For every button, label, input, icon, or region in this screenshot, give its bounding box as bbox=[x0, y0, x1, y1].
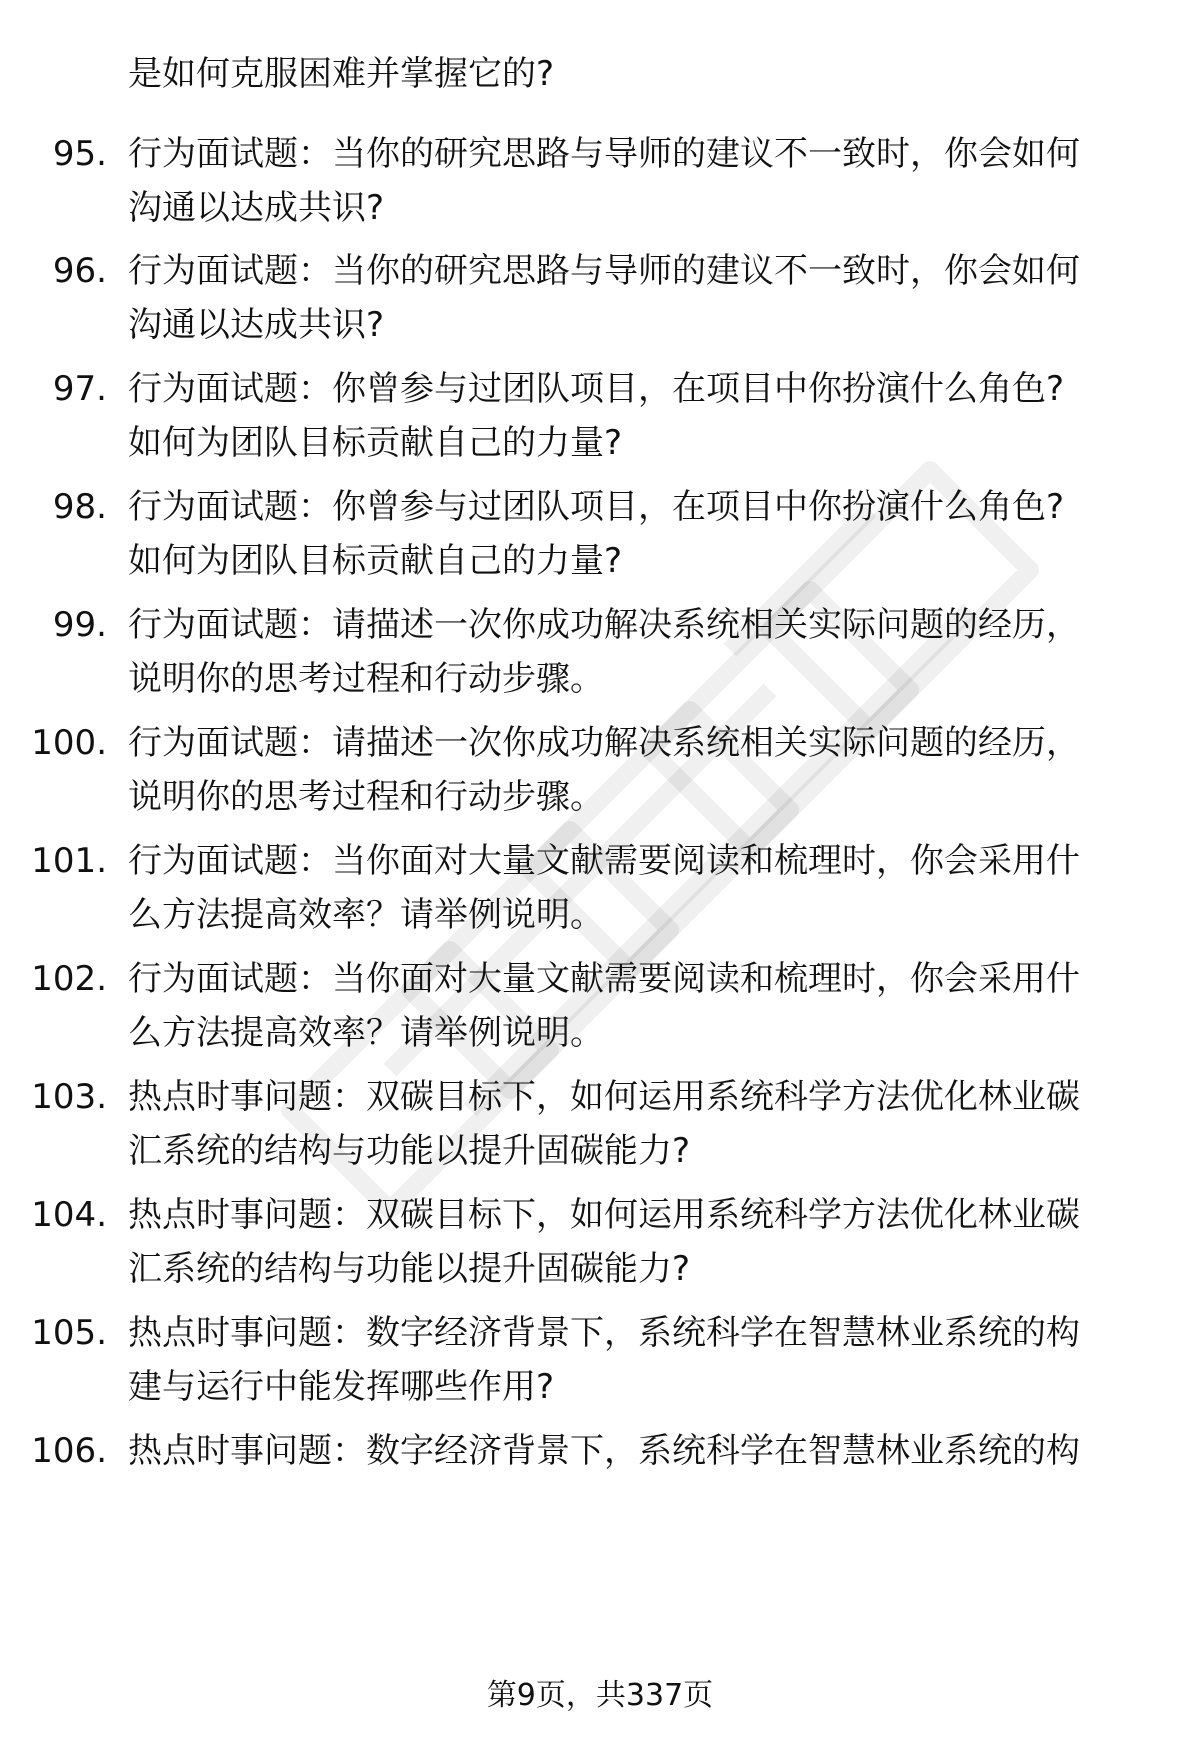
question-number: 101. bbox=[31, 841, 107, 881]
question-text bbox=[128, 834, 1148, 942]
question-line-2: 如何为团队目标贡献自己的力量? bbox=[128, 423, 623, 463]
question-text bbox=[128, 598, 1148, 706]
question-number: 95. bbox=[52, 134, 107, 174]
question-line-1: 热点时事问题：数字经济背景下，系统科学在智慧林业系统的构 bbox=[128, 1313, 1080, 1353]
question-number: 97. bbox=[52, 369, 107, 409]
question-line-1: 行为面试题：你曾参与过团队项目，在项目中你扮演什么角色? bbox=[128, 487, 1065, 527]
page-footer: 第9页，共337页 bbox=[486, 1678, 714, 1713]
question-text bbox=[128, 1188, 1148, 1296]
question-line-2: 建与运行中能发挥哪些作用? bbox=[128, 1367, 555, 1407]
question-number: 104. bbox=[31, 1195, 107, 1235]
question-line-2: 汇系统的结构与功能以提升固碳能力? bbox=[128, 1249, 691, 1289]
continuation-text: 是如何克服困难并掌握它的? bbox=[128, 54, 555, 94]
question-number: 102. bbox=[31, 959, 107, 999]
question-text bbox=[128, 716, 1148, 824]
question-line-2: 说明你的思考过程和行动步骤。 bbox=[128, 777, 604, 817]
question-line-1: 行为面试题：当你面对大量文献需要阅读和梳理时，你会采用什 bbox=[128, 841, 1080, 881]
question-line-1: 行为面试题：请描述一次你成功解决系统相关实际问题的经历， bbox=[128, 723, 1080, 763]
question-number: 106. bbox=[31, 1431, 107, 1471]
question-number: 99. bbox=[52, 605, 107, 645]
question-number: 96. bbox=[52, 251, 107, 291]
question-line-2: 说明你的思考过程和行动步骤。 bbox=[128, 659, 604, 699]
question-line-1: 行为面试题：当你的研究思路与导师的建议不一致时，你会如何 bbox=[128, 134, 1080, 174]
question-line-1: 行为面试题：你曾参与过团队项目，在项目中你扮演什么角色? bbox=[128, 369, 1065, 409]
question-text bbox=[128, 1306, 1148, 1414]
question-line-2: 沟通以达成共识? bbox=[128, 305, 385, 345]
question-number: 98. bbox=[52, 487, 107, 527]
question-line-2: 么方法提高效率？请举例说明。 bbox=[128, 1013, 604, 1053]
question-text bbox=[128, 127, 1148, 235]
question-text bbox=[128, 244, 1148, 352]
question-line-1: 行为面试题：当你面对大量文献需要阅读和梳理时，你会采用什 bbox=[128, 959, 1080, 999]
question-line-1: 热点时事问题：数字经济背景下，系统科学在智慧林业系统的构 bbox=[128, 1431, 1080, 1471]
question-text bbox=[128, 362, 1148, 470]
question-line-1: 行为面试题：请描述一次你成功解决系统相关实际问题的经历， bbox=[128, 605, 1080, 645]
question-line-2: 如何为团队目标贡献自己的力量? bbox=[128, 541, 623, 581]
question-number: 105. bbox=[31, 1313, 107, 1353]
question-text bbox=[128, 1070, 1148, 1178]
question-text bbox=[128, 1424, 1148, 1478]
question-number: 100. bbox=[31, 723, 107, 763]
question-line-2: 沟通以达成共识? bbox=[128, 188, 385, 228]
question-line-2: 汇系统的结构与功能以提升固碳能力? bbox=[128, 1131, 691, 1171]
question-text bbox=[128, 952, 1148, 1060]
question-line-2: 么方法提高效率？请举例说明。 bbox=[128, 895, 604, 935]
question-text bbox=[128, 480, 1148, 588]
question-line-1: 热点时事问题：双碳目标下，如何运用系统科学方法优化林业碳 bbox=[128, 1195, 1080, 1235]
question-number: 103. bbox=[31, 1077, 107, 1117]
question-line-1: 热点时事问题：双碳目标下，如何运用系统科学方法优化林业碳 bbox=[128, 1077, 1080, 1117]
question-line-1: 行为面试题：当你的研究思路与导师的建议不一致时，你会如何 bbox=[128, 251, 1080, 291]
